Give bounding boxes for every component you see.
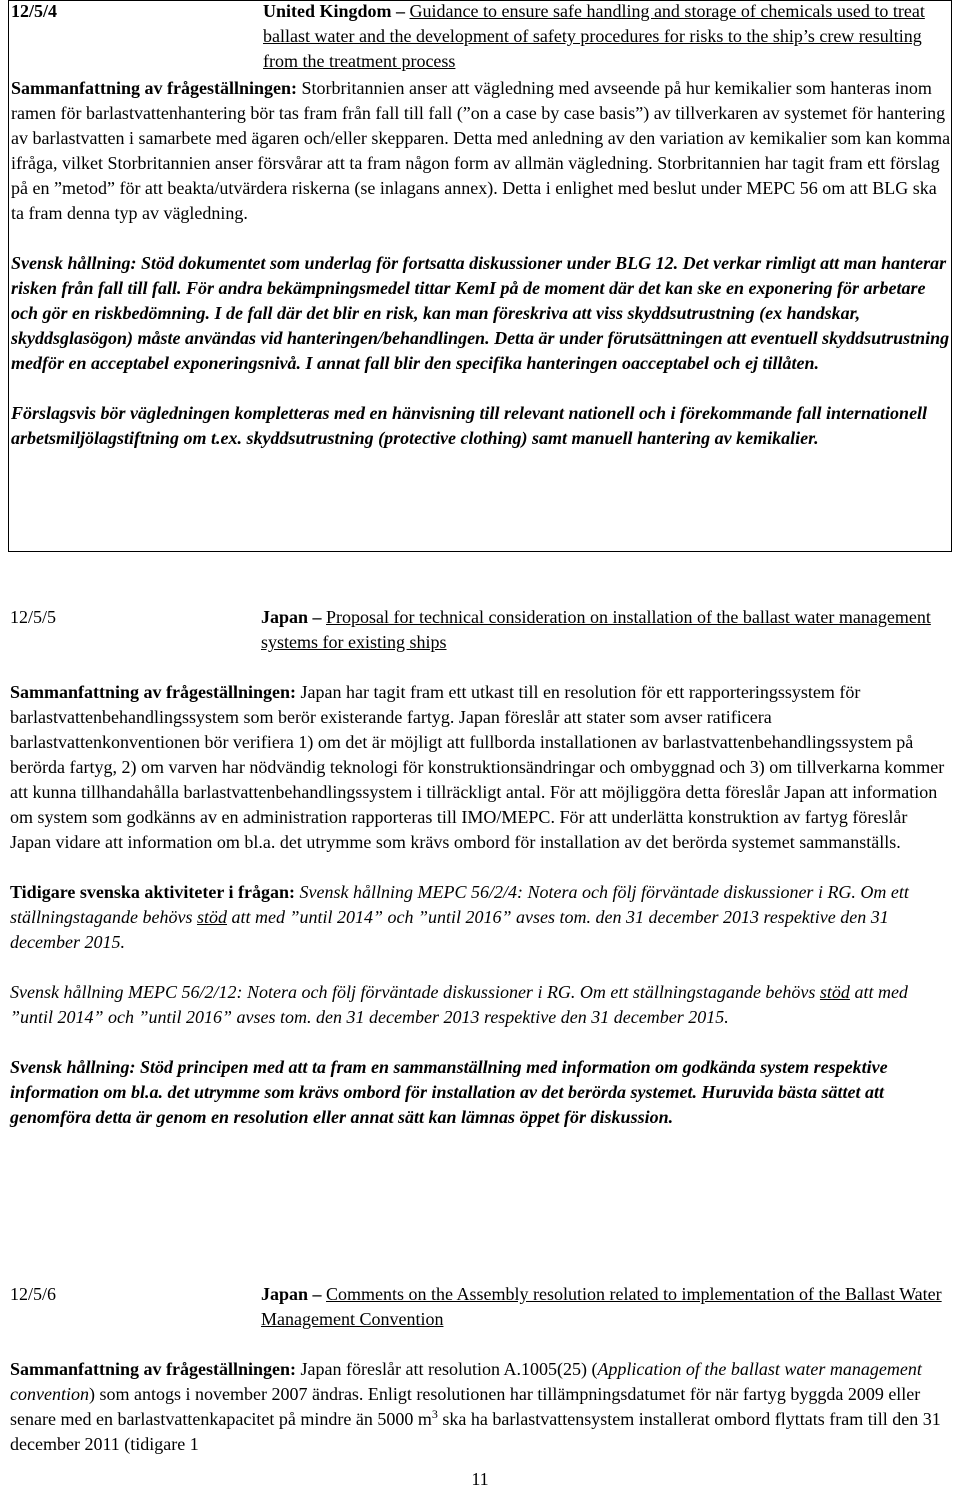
page-number: 11 — [471, 1469, 489, 1489]
summary-text-a: Japan föreslår att resolution A.1005(25) ( — [296, 1359, 598, 1379]
previous-activities-paragraph — [10, 880, 950, 955]
item-title-block — [261, 605, 951, 655]
proposal-paragraph: Förslagsvis bör vägledningen kompletteras med en hänvisning till relevant nationell och i förekommande fall internationell arbetsmiljölagstiftning om t.ex. skyddsutrustning (protective clothing) samt manuell hantering av kemikalier. — [11, 403, 928, 448]
country: United Kingdom — [263, 1, 392, 21]
section-12-5-5 — [10, 605, 950, 1130]
item-number: 12/5/4 — [11, 1, 58, 21]
dash: – — [308, 1284, 327, 1304]
document-title-link[interactable]: Proposal for technical consideration on installation of the ballast water management systems for existing ships — [261, 607, 931, 652]
previous-activities-text-b: att med ”until 2014” och ”until 2016” avses tom. den 31 december 2013 respektive den 31 december 2015. — [10, 907, 889, 952]
swedish-position: Svensk hållning: Stöd dokumentet som underlag för fortsatta diskussioner under BLG 12. Det verkar rimligt att man hanterar risken från fall till fall. För andra bekämpningsmedel tittar KemI på de moment där det kan ske en exponering för arbetare och gör en riskbedömning. I de fall där det blir en risk, kan man föreskriva att viss skyddsutrustning (ex handskar, skyddsglasögon) måste användas vid hanteringen/behandlingen. Detta är under förutsättningen att eventuell skyddsutrustning medför en acceptabel exponeringsnivå. I annat fall blir den specifika hanteringen oacceptabel och ej tillåten. — [11, 253, 950, 373]
summary-text-b: ) som antogs i november 2007 ändras. Enligt resolutionen har tillämpningsdatumet för när fartyg byggda 2009 eller senare med en barlastvattenkapacitet på mindre än 5000 m — [10, 1384, 921, 1429]
country: Japan — [261, 607, 309, 627]
section-12-5-6 — [10, 1282, 950, 1457]
summary-text: Japan har tagit fram ett utkast till en resolution för ett rapporteringssystem för barlastvattenbehandlingssystem som berör existerande fartyg. Japan föreslår att stater som avser ratificera barlastvattenkonventionen bör verifiera 1) om det är möjligt att fullborda installationen av barlastvattenbehandlingssystem på berörda fartyg, 2) om varven har nödvändig teknologi för konstruktionsändringar och ombyggnad och 3) om tillverkarna kommer att kunna tillhandahålla barlastvattenbehandlingssystem i tillräckligt antal. För att möjliggöra detta föreslår Japan att information om system som godkänns av en administration rapporteras till IMO/MEPC. För att underlätta konstruktion av fartyg föreslår Japan vidare att information om bl.a. det utrymme som krävs ombord för installation av det berörda systemet sammanställs. — [10, 682, 945, 852]
country: Japan — [261, 1284, 309, 1304]
summary-label: Sammanfattning av frågeställningen: — [10, 1359, 297, 1379]
dash: – — [308, 607, 327, 627]
section-12-5-4 — [11, 1, 951, 451]
summary-paragraph — [10, 1357, 950, 1457]
superscript: 3 — [431, 1407, 438, 1421]
summary-italic-title: Application of the ballast water management convention — [10, 1359, 922, 1404]
document-title-link[interactable]: Guidance to ensure safe handling and storage of chemicals used to treat ballast water and the development of safety procedures for risks to the ship’s crew resulting from the treatment process — [263, 1, 925, 71]
item-number: 12/5/6 — [10, 1284, 57, 1304]
summary-paragraph — [10, 680, 950, 855]
item-number: 12/5/5 — [10, 607, 57, 627]
section-header — [10, 1282, 950, 1357]
section-header — [10, 605, 950, 680]
section-header — [11, 1, 951, 76]
previous-activities-text-a: Svensk hållning MEPC 56/2/4: Notera och följ förväntade diskussioner i RG. Om ett ställningstagande behövs — [10, 882, 909, 927]
summary-text-c: ska ha barlastvattensystem installerat ombord flyttats fram till den 31 december 2011 (tidigare 1 — [10, 1409, 941, 1454]
previous-position-text-a: Svensk hållning MEPC 56/2/12: Notera och följ förväntade diskussioner i RG. Om ett ställningstagande behövs — [10, 982, 820, 1002]
summary-paragraph — [11, 76, 951, 226]
stod-underlined: stöd — [819, 982, 850, 1002]
section-12-5-4-box — [8, 0, 952, 552]
previous-activities-label: Tidigare svenska aktiviteter i frågan: — [10, 882, 295, 902]
item-title-block — [261, 1282, 951, 1332]
summary-text: Storbritannien anser att vägledning med avseende på hur kemikalier som hanteras inom ramen för barlastvattenhantering bör tas fram från fall till fall (”on a case by case basis”) av tillverkaren av systemet för hantering av barlastvatten i samarbete med ägaren och/eller skepparen. Detta med anledning av den variation av kemikalier som kan komma ifråga, vilket Storbritannien anser försvårar att ta fram någon form av allmän vägledning. Storbritannien har tagit fram ett förslag på en ”metod” för att beakta/utvärdera riskerna (se inlagans annex). Detta i enlighet med beslut under MEPC 56 om att BLG ska ta fram denna typ av vägledning. — [11, 78, 951, 223]
item-title-block — [263, 0, 953, 74]
document-title-link[interactable]: Comments on the Assembly resolution related to implementation of the Ballast Water Management Convention — [261, 1284, 942, 1329]
previous-position-text-b: att med ”until 2014” och ”until 2016” avses tom. den 31 december 2013 respektive den 31 december 2015. — [10, 982, 908, 1027]
summary-label: Sammanfattning av frågeställningen: — [11, 78, 298, 98]
swedish-position: Svensk hållning: Stöd principen med att ta fram en sammanställning med information om godkända system respektive information om bl.a. det utrymme som krävs ombord för installation av det berörda systemet. Huruvida bästa sättet att genomföra detta är genom en resolution eller annat sätt kan lämnas öppet för diskussion. — [10, 1057, 888, 1127]
previous-position-paragraph — [10, 980, 950, 1030]
stod-underlined: stöd — [197, 907, 228, 927]
dash: – — [391, 1, 410, 21]
summary-label: Sammanfattning av frågeställningen: — [10, 682, 297, 702]
